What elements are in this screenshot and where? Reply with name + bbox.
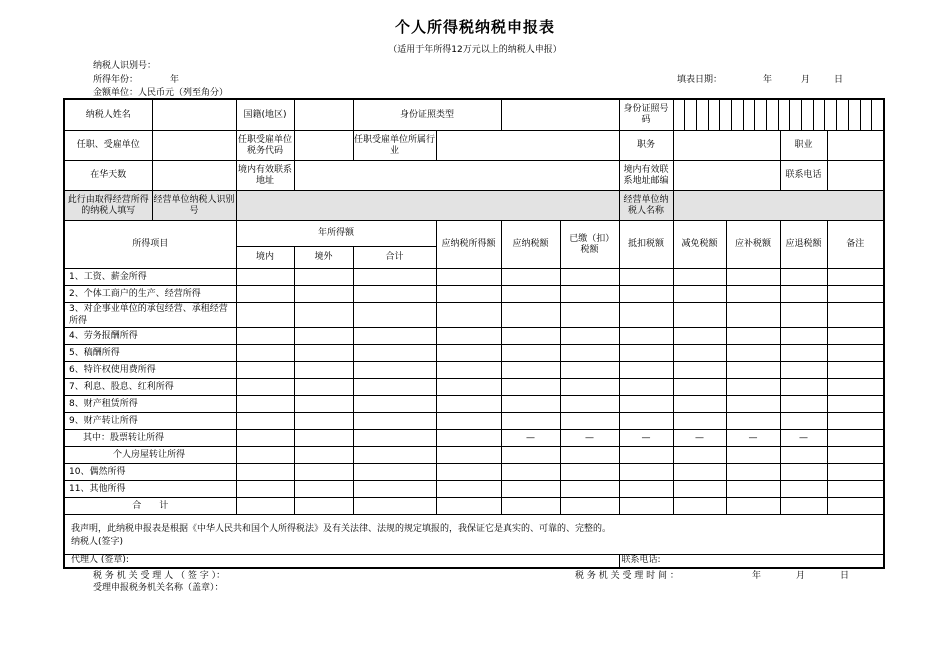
dash-cell: — xyxy=(560,430,619,447)
item-label: 6、特许权使用费所得 xyxy=(64,362,236,379)
item-label: 3、对企事业单位的承包经营、承租经营所得 xyxy=(64,303,236,328)
table-row xyxy=(64,464,884,481)
item-label: 8、财产租赁所得 xyxy=(64,396,236,413)
col-tax-credit: 抵扣税额 xyxy=(619,221,673,269)
receive-year: 年 xyxy=(752,571,762,581)
tax-office-label: 受理申报税务机关名称（盖章）： xyxy=(93,583,224,593)
dash-cell: — xyxy=(726,430,780,447)
item-label: 其中：股票转让所得 xyxy=(64,430,236,447)
table-row xyxy=(64,498,884,515)
form-title: 个人所得税纳税申报表 xyxy=(394,18,555,36)
id-type-label: 身份证照类型 xyxy=(353,99,501,131)
dash-cell: — xyxy=(619,430,673,447)
employer-industry-field[interactable] xyxy=(436,131,619,161)
col-tax-refund: 应退税额 xyxy=(780,221,827,269)
item-label: 10、偶然所得 xyxy=(64,464,236,481)
days-in-china-label: 在华天数 xyxy=(64,161,152,191)
receive-month: 月 xyxy=(796,571,806,581)
name-label: 纳税人姓名 xyxy=(64,99,152,131)
table-row xyxy=(64,269,884,286)
item-label: 1、工资、薪金所得 xyxy=(64,269,236,286)
item-label: 5、稿酬所得 xyxy=(64,345,236,362)
id-number-label: 身份证照号码 xyxy=(619,99,673,131)
income-year-label: 所得年份： xyxy=(93,75,139,85)
col-overseas: 境外 xyxy=(294,247,353,269)
receiver-label: 税 务 机 关 受 理 人 （ 签 字 ）： xyxy=(93,571,226,581)
name-field[interactable] xyxy=(152,99,236,131)
declaration-block xyxy=(64,515,884,555)
address-label: 境内有效联系地址 xyxy=(236,161,294,191)
total-label: 合 计 xyxy=(64,498,236,515)
employer-label: 任职、受雇单位 xyxy=(64,131,152,161)
business-id-field[interactable] xyxy=(236,191,619,221)
table-row xyxy=(64,447,884,464)
agent-label: 代理人 (签章): xyxy=(64,555,619,568)
item-label: 11、其他所得 xyxy=(64,481,236,498)
form-subtitle: （适用于年所得12万元以上的纳税人申报） xyxy=(388,45,562,55)
business-name-field[interactable] xyxy=(673,191,884,221)
table-row xyxy=(64,345,884,362)
table-row xyxy=(64,303,884,328)
position-field[interactable] xyxy=(673,131,780,161)
declaration-text: 我声明，此纳税申报表是根据《中华人民共和国个人所得税法》及有关法律、法规的规定填报的，我保证它是真实的、可靠的、完整的。 xyxy=(71,524,612,534)
nationality-label: 国籍(地区) xyxy=(236,99,294,131)
occupation-label: 职业 xyxy=(780,131,827,161)
employer-tax-code-field[interactable] xyxy=(294,131,353,161)
item-label: 4、劳务报酬所得 xyxy=(64,328,236,345)
item-label: 2、个体工商户的生产、经营所得 xyxy=(64,286,236,303)
table-row xyxy=(64,362,884,379)
postcode-field[interactable] xyxy=(673,161,780,191)
col-tax-paid: 已缴（扣）税额 xyxy=(560,221,619,269)
employer-tax-code-label: 任职受雇单位税务代码 xyxy=(236,131,294,161)
tax-return-table xyxy=(63,98,885,569)
col-tax-payable: 应纳税额 xyxy=(501,221,560,269)
fill-date-year: 年 xyxy=(763,75,773,85)
id-type-field[interactable] xyxy=(501,99,619,131)
days-in-china-field[interactable] xyxy=(152,161,236,191)
col-domestic: 境内 xyxy=(236,247,294,269)
item-label: 个人房屋转让所得 xyxy=(64,447,236,464)
table-row xyxy=(64,413,884,430)
dash-cell: — xyxy=(501,430,560,447)
address-field[interactable] xyxy=(294,161,619,191)
contact-label: 联系电话: xyxy=(619,555,884,568)
dash-cell: — xyxy=(780,430,827,447)
col-total: 合计 xyxy=(353,247,436,269)
fill-date-label: 填表日期： xyxy=(677,75,723,85)
nationality-field[interactable] xyxy=(294,99,353,131)
phone-field[interactable] xyxy=(827,161,884,191)
table-row xyxy=(64,481,884,498)
business-name-label: 经营单位纳税人名称 xyxy=(619,191,673,221)
id-number-boxes[interactable] xyxy=(673,99,884,131)
table-row xyxy=(64,328,884,345)
position-label: 职务 xyxy=(619,131,673,161)
col-tax-supplement: 应补税额 xyxy=(726,221,780,269)
income-year-char: 年 xyxy=(170,75,180,85)
table-row xyxy=(64,379,884,396)
business-note-label: 此行由取得经营所得的纳税人填写 xyxy=(64,191,152,221)
col-annual-income: 年所得额 xyxy=(236,221,436,247)
currency-unit-label: 金额单位：人民币元（列至角分） xyxy=(93,88,229,98)
employer-industry-label: 任职受雇单位所属行业 xyxy=(353,131,436,161)
receive-time-label: 税 务 机 关 受 理 时 间 ： xyxy=(575,571,679,581)
taxpayer-signature: 纳税人(签字) xyxy=(71,537,124,547)
col-income-item: 所得项目 xyxy=(64,221,236,269)
fill-date-day: 日 xyxy=(834,75,844,85)
item-label: 7、利息、股息、红利所得 xyxy=(64,379,236,396)
dash-cell: — xyxy=(673,430,726,447)
table-row xyxy=(64,430,884,447)
item-label: 9、财产转让所得 xyxy=(64,413,236,430)
receive-day: 日 xyxy=(840,571,850,581)
col-taxable-income: 应纳税所得额 xyxy=(436,221,501,269)
table-row xyxy=(64,286,884,303)
occupation-field[interactable] xyxy=(827,131,884,161)
fill-date-month: 月 xyxy=(801,75,811,85)
table-row xyxy=(64,396,884,413)
employer-field[interactable] xyxy=(152,131,236,161)
business-id-label: 经营单位纳税人识别号 xyxy=(152,191,236,221)
postcode-label: 境内有效联系地址邮编 xyxy=(619,161,673,191)
col-tax-exempt: 减免税额 xyxy=(673,221,726,269)
col-remarks: 备注 xyxy=(827,221,884,269)
phone-label: 联系电话 xyxy=(780,161,827,191)
taxpayer-id-label: 纳税人识别号： xyxy=(93,61,157,71)
